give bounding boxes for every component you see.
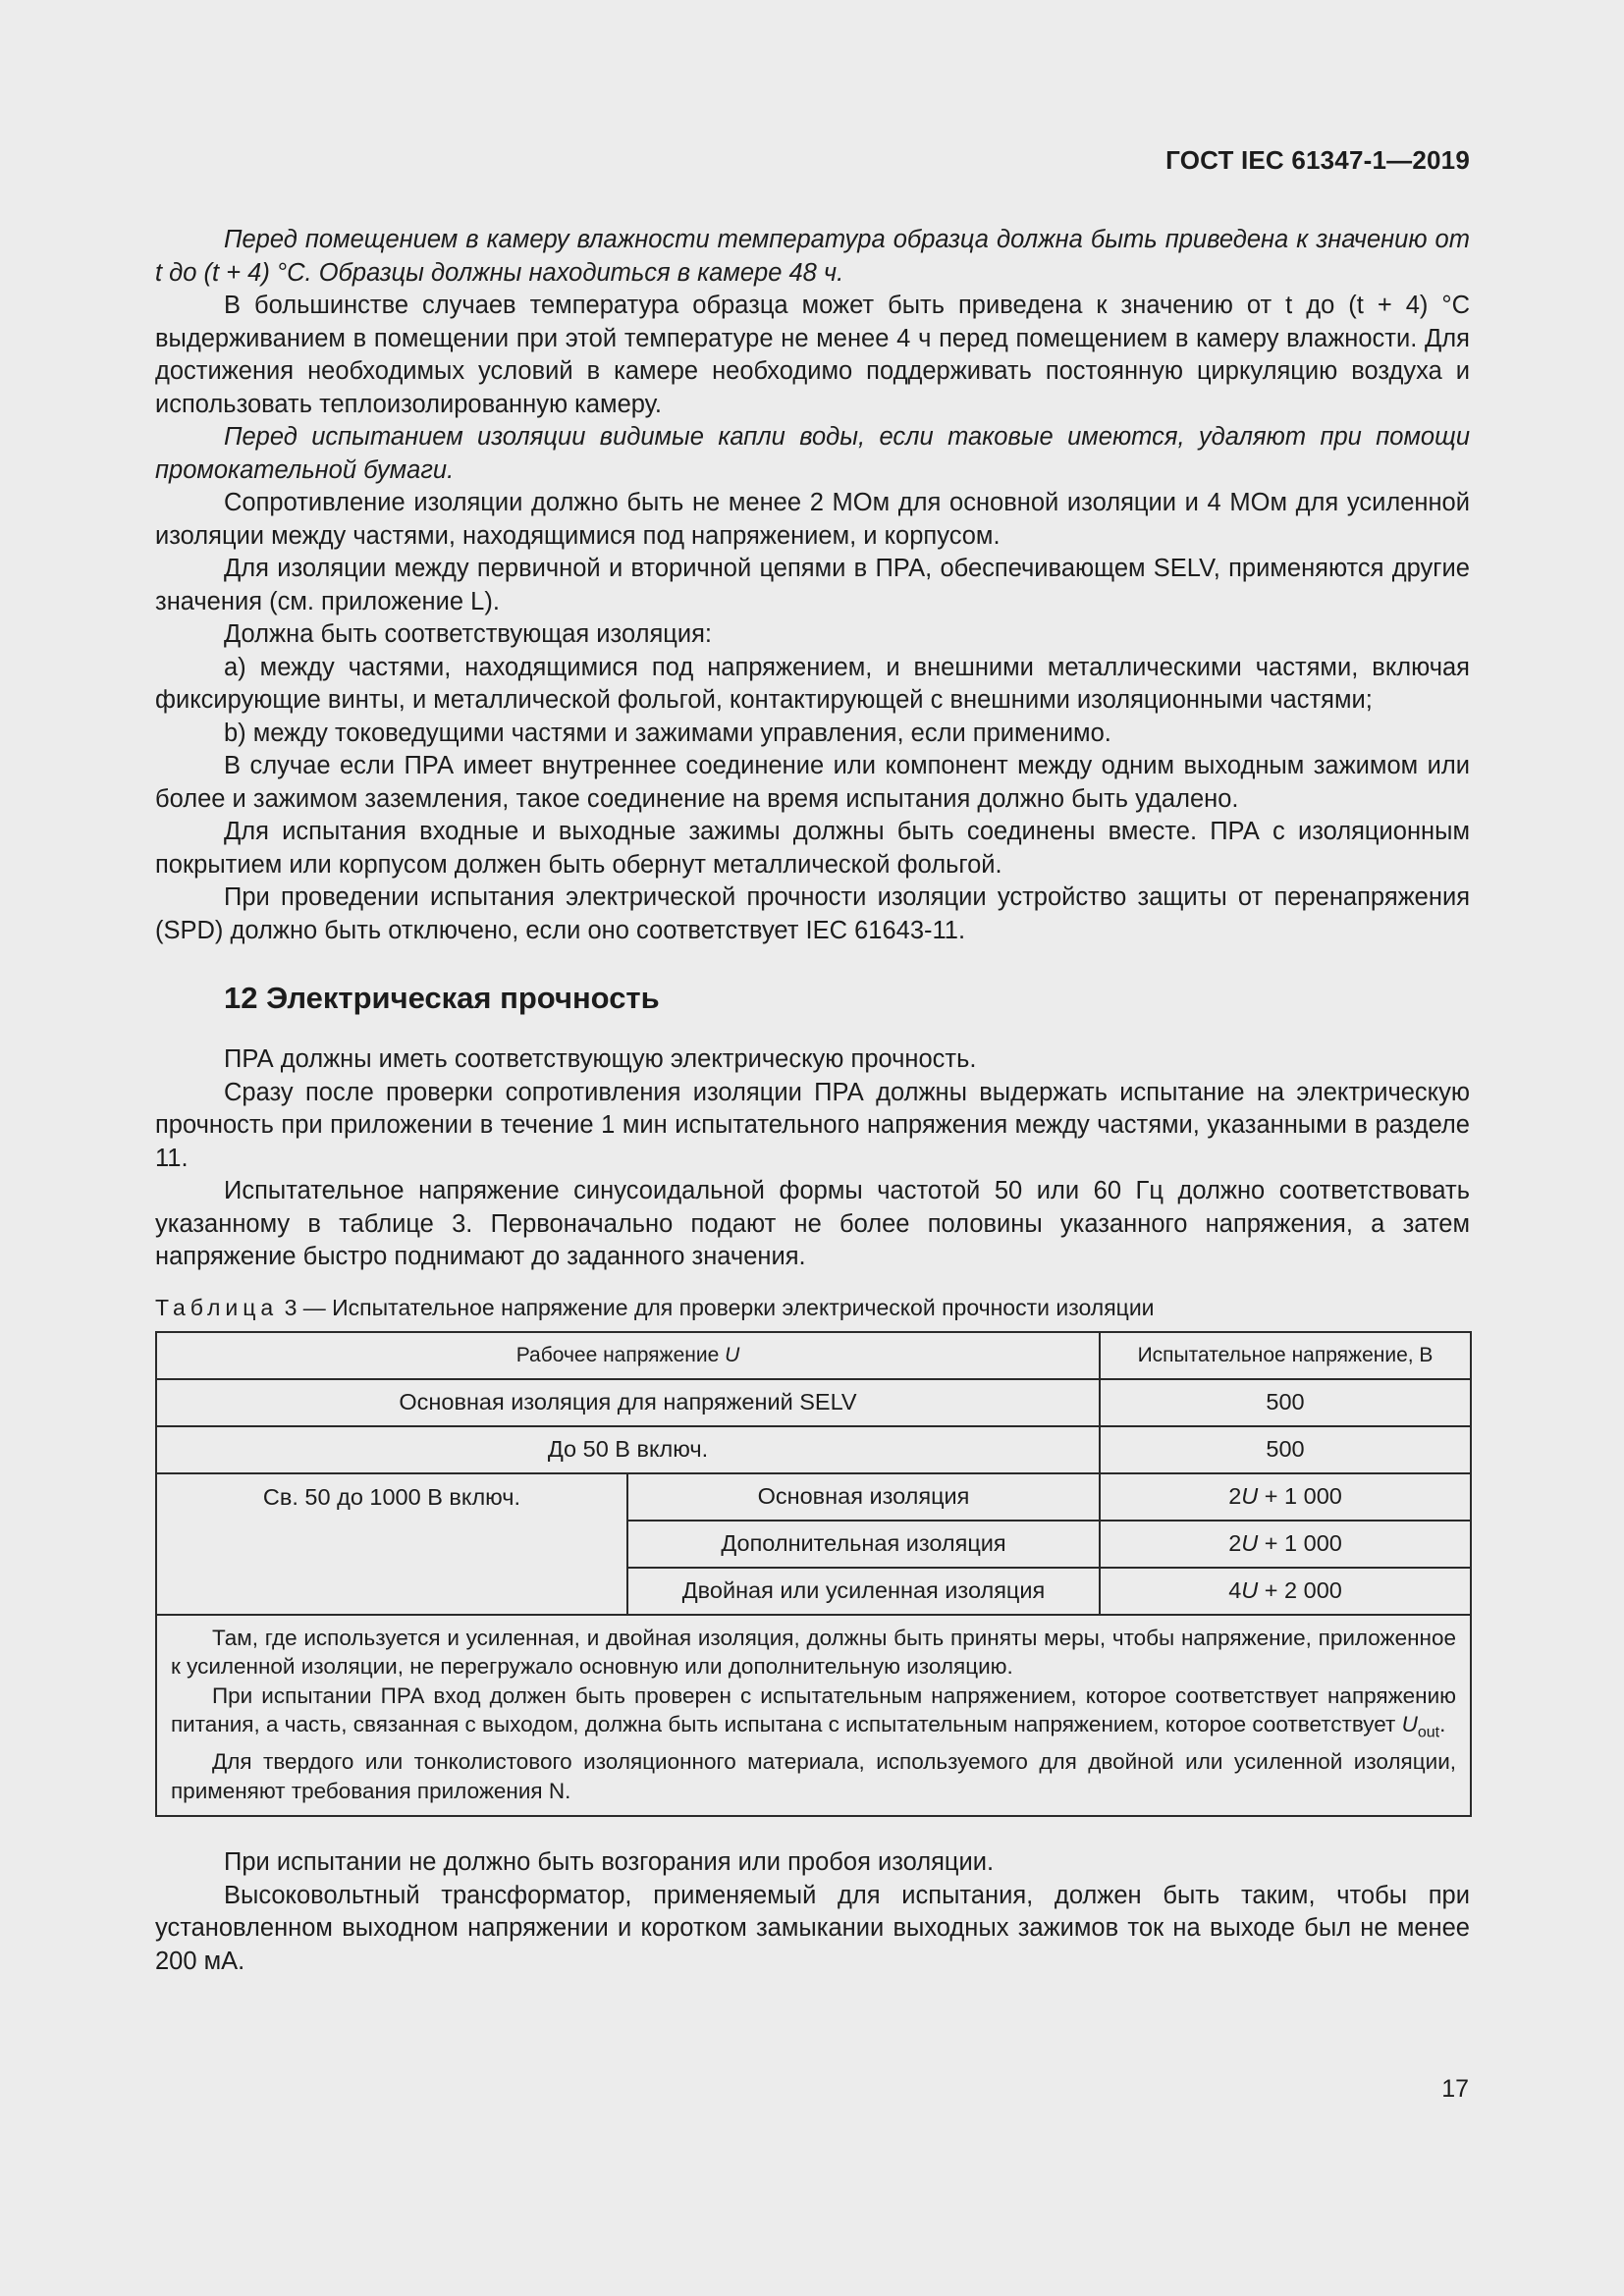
table-cell: 2U + 1 000 bbox=[1100, 1521, 1471, 1568]
test-voltage-table bbox=[155, 1331, 1472, 1818]
paragraph: ПРА должны иметь соответствующую электрическую прочность. bbox=[224, 1045, 977, 1073]
table-notes-row bbox=[156, 1615, 1471, 1817]
table-cell: 500 bbox=[1100, 1379, 1471, 1426]
table-note: При испытании ПРА вход должен быть проверен с испытательным напряжением, которое соответствует напряжению питания, а часть, связанная с выходом, должна быть испытана с испытательным напряжением, которое соответствует $U_{out}$. bbox=[171, 1682, 1457, 1741]
page-content bbox=[155, 224, 1470, 1978]
paragraph: Для изоляции между первичной и вторичной цепями в ПРА, обеспечивающем SELV, применяются другие значения (см. приложение L). bbox=[155, 555, 1470, 615]
paragraph: Сразу после проверки сопротивления изоляции ПРА должны выдержать испытание на электрическую прочность при приложении в течение 1 мин испытательного напряжения между частями, указанными в разделе 11. bbox=[155, 1078, 1470, 1172]
list-item: b) между токоведущими частями и зажимами управления, если применимо. bbox=[224, 719, 1111, 747]
table-cell: Двойная или усиленная изоляция bbox=[627, 1568, 1100, 1615]
paragraph: Испытательное напряжение синусоидальной формы частотой 50 или 60 Гц должно соответствовать указанному в таблице 3. Первоначально подают не более половины указанного напряжения, а затем напряжение быстро поднимают до заданного значения. bbox=[155, 1177, 1470, 1270]
table-caption-text: 3 — Испытательное напряжение для проверки электрической прочности изоляции bbox=[284, 1294, 1155, 1320]
paragraph: Должна быть соответствующая изоляция: bbox=[224, 620, 713, 648]
table-cell-group: Св. 50 до 1000 В включ. bbox=[156, 1473, 627, 1615]
paragraph: Перед помещением в камеру влажности температура образца должна быть приведена к значению от t до (t + 4) °C. Образцы должны находиться в камере 48 ч. bbox=[155, 226, 1470, 287]
paragraph: В случае если ПРА имеет внутреннее соединение или компонент между одним выходным зажимом или более и зажимом заземления, такое соединение на время испытания должно быть удалено. bbox=[155, 752, 1470, 813]
table-cell: 4U + 2 000 bbox=[1100, 1568, 1471, 1615]
table-cell: 2U + 1 000 bbox=[1100, 1473, 1471, 1521]
table-row bbox=[156, 1473, 1471, 1521]
table-caption bbox=[155, 1294, 1470, 1321]
table-cell: Основная изоляция для напряжений SELV bbox=[156, 1379, 1100, 1426]
table-note: Для твердого или тонколистового изоляционного материала, используемого для двойной или усиленной изоляции, применяют требования приложения N. bbox=[171, 1749, 1457, 1803]
document-code-header: ГОСТ IEC 61347-1—2019 bbox=[1165, 145, 1470, 175]
table-note: Там, где используется и усиленная, и двойная изоляция, должны быть приняты меры, чтобы напряжение, приложенное к усиленной изоляции, не перегружало основную или дополнительную изоляцию. bbox=[171, 1625, 1457, 1679]
table-cell: Основная изоляция bbox=[627, 1473, 1100, 1521]
paragraph: Сопротивление изоляции должно быть не менее 2 МОм для основной изоляции и 4 МОм для усиленной изоляции между частями, находящимися под напряжением, и корпусом. bbox=[155, 489, 1470, 550]
paragraph: При проведении испытания электрической прочности изоляции устройство защиты от перенапряжения (SPD) должно быть отключено, если оно соответствует IEC 61643-11. bbox=[155, 883, 1470, 944]
closing-paragraphs bbox=[155, 1846, 1470, 1978]
paragraph: В большинстве случаев температура образца может быть приведена к значению от t до (t + 4) °C выдерживанием в помещении при этой температуре не менее 4 ч перед помещением в камеру влажности. Для достижения необходимых условий в камере необходимо поддерживать постоянную циркуляцию воздуха и использовать теплоизолированную камеру. bbox=[155, 292, 1470, 418]
table-notes bbox=[156, 1615, 1471, 1817]
table-cell: Дополнительная изоляция bbox=[627, 1521, 1100, 1568]
table-row bbox=[156, 1426, 1471, 1473]
header-test-voltage: Испытательное напряжение, В bbox=[1100, 1332, 1471, 1379]
section-heading: 12 Электрическая прочность bbox=[224, 981, 660, 1015]
table-caption-label: Таблица bbox=[155, 1294, 279, 1320]
page-number: 17 bbox=[1441, 2075, 1469, 2103]
paragraph: Высоковольтный трансформатор, применяемый для испытания, должен быть таким, чтобы при установленном выходном напряжении и коротком замыкании выходных зажимов ток на выходе был не менее 200 мА. bbox=[155, 1881, 1470, 1975]
table-row bbox=[156, 1379, 1471, 1426]
paragraph: Перед испытанием изоляции видимые капли воды, если таковые имеются, удаляют при помощи промокательной бумаги. bbox=[155, 423, 1470, 484]
paragraph: Для испытания входные и выходные зажимы должны быть соединены вместе. ПРА с изоляционным покрытием или корпусом должен быть обернут металлической фольгой. bbox=[155, 818, 1470, 879]
header-working-voltage: Рабочее напряжение U bbox=[156, 1332, 1100, 1379]
paragraph: При испытании не должно быть возгорания или пробоя изоляции. bbox=[224, 1848, 995, 1876]
table-header-row bbox=[156, 1332, 1471, 1379]
list-item: a) между частями, находящимися под напряжением, и внешними металлическими частями, включая фиксирующие винты, и металлической фольгой, контактирующей с внешними изоляционными частями; bbox=[155, 653, 1470, 714]
table-cell: 500 bbox=[1100, 1426, 1471, 1473]
table-cell: До 50 В включ. bbox=[156, 1426, 1100, 1473]
